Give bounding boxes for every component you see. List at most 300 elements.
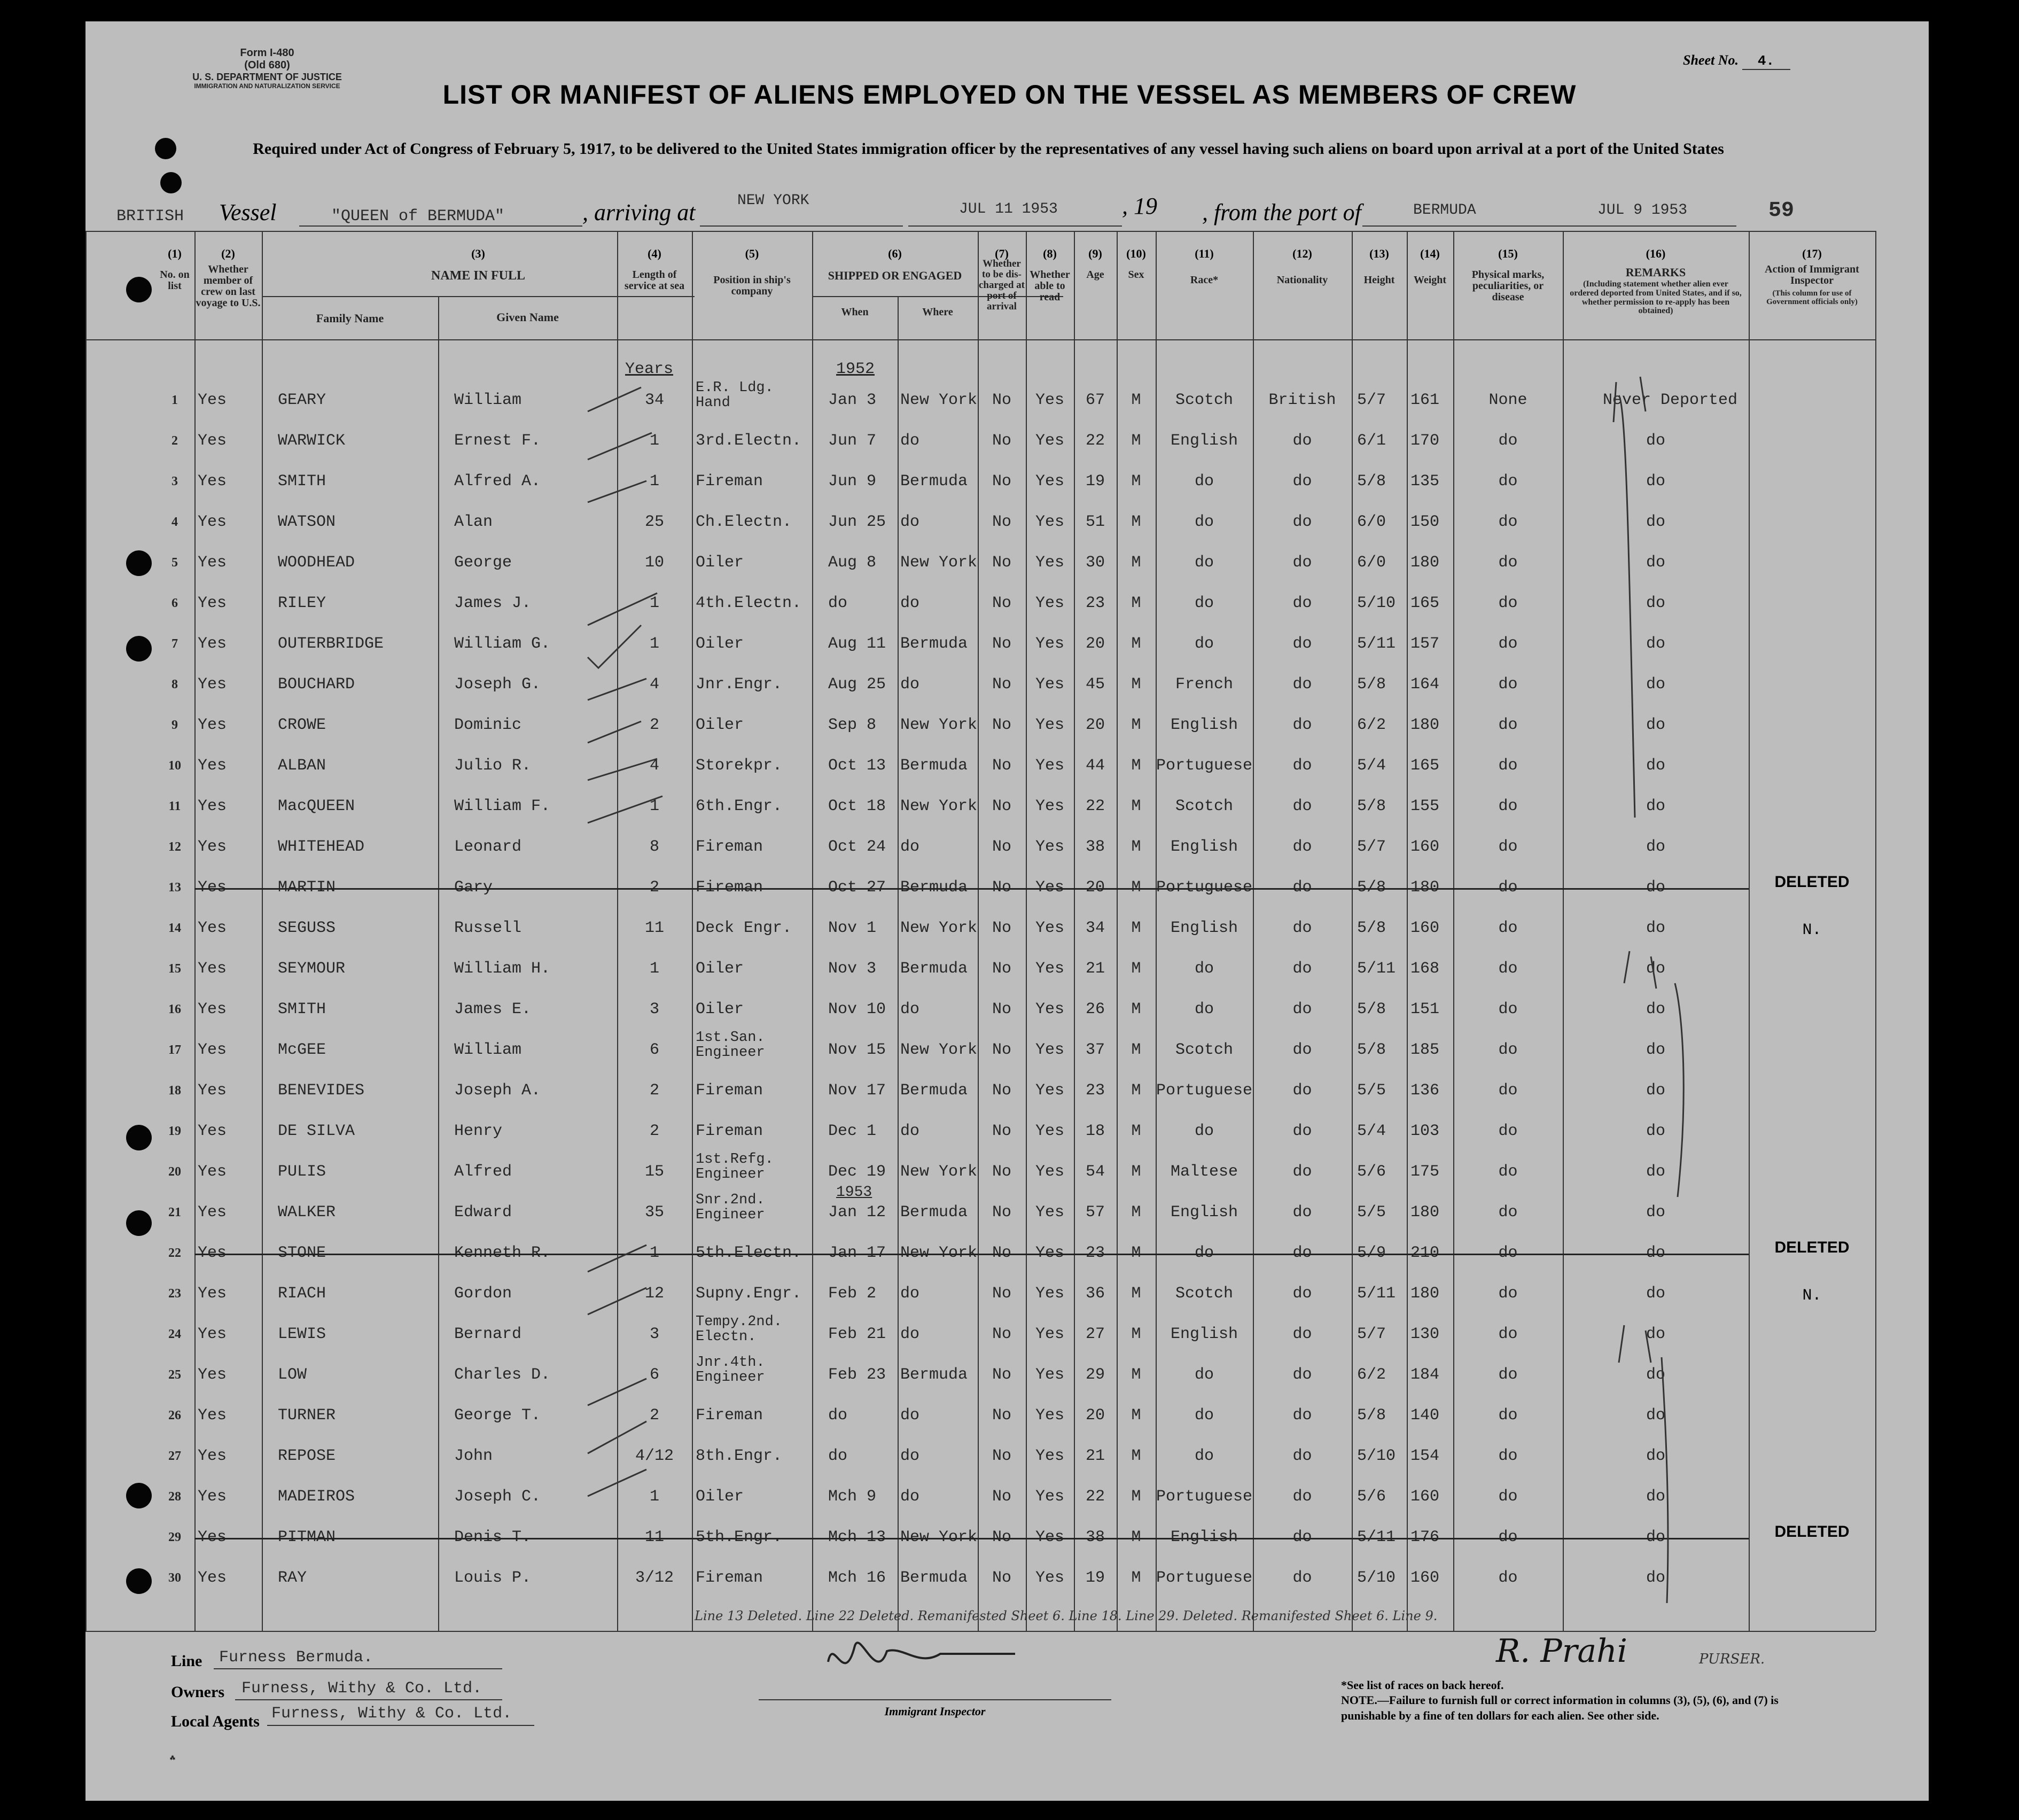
purser-signature: R. Prahi <box>1496 1632 1627 1670</box>
cell-remarks: do <box>1646 1528 1665 1546</box>
cell-marks: do <box>1498 1082 1518 1100</box>
cell-where: do <box>900 838 920 856</box>
cell-weight: 160 <box>1410 1569 1440 1587</box>
arriving-port: NEW YORK <box>737 192 809 209</box>
cell-service: 2 <box>649 1122 659 1140</box>
cell-marks: do <box>1498 716 1518 734</box>
cell-no: 3 <box>172 475 178 488</box>
cell-position: Ch.Electn. <box>696 513 792 531</box>
cell-age: 18 <box>1085 1122 1105 1140</box>
cell-given: Gordon <box>454 1285 512 1303</box>
name-header-divider <box>262 296 695 297</box>
cell-where: New York <box>900 797 978 815</box>
cell-marks: do <box>1498 1569 1518 1587</box>
cell-given: Charles D. <box>454 1366 551 1384</box>
cell-weight: 175 <box>1410 1163 1440 1181</box>
cell-nationality: do <box>1292 1041 1312 1059</box>
cell-service: 3/12 <box>635 1569 674 1587</box>
cell-weight: 168 <box>1410 960 1440 978</box>
col-header-no: No. on list <box>160 269 190 292</box>
cell-race: do <box>1194 594 1214 612</box>
cell-position: Oiler <box>696 960 744 978</box>
page-number: 59 <box>1768 199 1795 223</box>
cell-weight: 170 <box>1410 432 1440 450</box>
cell-age: 23 <box>1085 1082 1105 1100</box>
cell-crew: Yes <box>198 1082 227 1100</box>
cell-position: Oiler <box>696 1488 744 1506</box>
cell-height: 6/0 <box>1357 554 1386 572</box>
cell-discharged: No <box>992 432 1011 450</box>
cell-weight: 164 <box>1410 675 1440 694</box>
cell-position-line2: Engineer <box>696 1166 765 1183</box>
cell-crew: Yes <box>198 472 227 491</box>
cell-no: 29 <box>168 1530 181 1544</box>
cell-service: 4 <box>649 757 659 775</box>
arrival-underline <box>908 225 1122 227</box>
cell-position: Jnr.Engr. <box>696 675 783 694</box>
cell-when: Nov 17 <box>828 1082 886 1100</box>
cell-sex: M <box>1131 675 1141 694</box>
cell-age: 21 <box>1085 960 1105 978</box>
col-header-nationality: Nationality <box>1276 274 1328 286</box>
cell-no: 6 <box>172 596 178 610</box>
cell-when: Jun 9 <box>828 472 877 491</box>
cell-race: Portuguese <box>1156 757 1253 775</box>
cell-marks: do <box>1498 472 1518 491</box>
cell-crew: Yes <box>198 1569 227 1587</box>
col-header-where: Where <box>922 306 953 318</box>
col-header-remarks-note: (Including statement whether alien ever ordered deported from United States, and if so, whether permission to re-apply has been obtained) <box>1570 279 1742 316</box>
cell-marks: do <box>1498 878 1518 897</box>
cell-no: 5 <box>172 556 178 570</box>
cell-given: John <box>454 1447 493 1465</box>
cell-when: Aug 11 <box>828 635 886 653</box>
cell-when: Aug 25 <box>828 675 886 694</box>
col-num: (13) <box>1369 247 1389 260</box>
cell-nationality: do <box>1292 513 1312 531</box>
page-subtitle: Required under Act of Congress of February 5, 1917, to be delivered to the United States immigration officer by the representatives of any vessel having such aliens on board upon arrival at a port of the United States <box>253 140 1724 158</box>
cell-where: do <box>900 1285 920 1303</box>
cell-family: CROWE <box>278 716 326 734</box>
cell-height: 5/10 <box>1357 1447 1396 1465</box>
cell-discharged: No <box>992 1325 1011 1343</box>
cell-height: 5/8 <box>1357 1000 1386 1018</box>
cell-where: Bermuda <box>900 878 968 897</box>
cell-when: do <box>828 1447 848 1465</box>
cell-where: Bermuda <box>900 1569 968 1587</box>
cell-service: 2 <box>649 716 659 734</box>
cell-age: 67 <box>1085 391 1105 409</box>
cell-when: Dec 19 <box>828 1163 886 1181</box>
cell-weight: 180 <box>1410 716 1440 734</box>
cell-read: Yes <box>1035 1447 1064 1465</box>
cell-when: Oct 27 <box>828 878 886 897</box>
cell-when: Mch 16 <box>828 1569 886 1587</box>
cell-position: Fireman <box>696 1082 763 1100</box>
cell-sex: M <box>1131 1528 1141 1546</box>
cell-race: Portuguese <box>1156 1488 1253 1506</box>
cell-age: 34 <box>1085 919 1105 937</box>
cell-given: William <box>454 1041 522 1059</box>
cell-family: MacQUEEN <box>278 797 355 815</box>
cell-where: Bermuda <box>900 1082 968 1100</box>
col-border <box>1875 231 1876 1631</box>
cell-position: Fireman <box>696 472 763 491</box>
cell-read: Yes <box>1035 797 1064 815</box>
col-header-race: Race* <box>1190 274 1219 286</box>
cell-family: LEWIS <box>278 1325 326 1343</box>
cell-nationality: do <box>1292 1203 1312 1222</box>
cell-marks: do <box>1498 675 1518 694</box>
cell-age: 26 <box>1085 1000 1105 1018</box>
cell-given: Joseph A. <box>454 1082 541 1100</box>
cell-age: 29 <box>1085 1366 1105 1384</box>
cell-family: PITMAN <box>278 1528 336 1546</box>
cell-remarks: do <box>1646 757 1665 775</box>
cell-family: SEGUSS <box>278 919 336 937</box>
cell-marks: do <box>1498 1122 1518 1140</box>
cell-where: New York <box>900 1528 978 1546</box>
col-header-action-note: (This column for use of Government officials only) <box>1766 289 1858 306</box>
col-border <box>812 231 813 1631</box>
cell-where: Bermuda <box>900 1203 968 1222</box>
cell-where: Bermuda <box>900 757 968 775</box>
cell-race: do <box>1194 960 1214 978</box>
cell-sex: M <box>1131 472 1141 491</box>
cell-service: 8 <box>649 838 659 856</box>
cell-family: GEARY <box>278 391 326 409</box>
cell-nationality: do <box>1292 1366 1312 1384</box>
year-1952-label: 1952 <box>836 360 875 378</box>
cell-sex: M <box>1131 1285 1141 1303</box>
cell-no: 18 <box>168 1084 181 1098</box>
cell-nationality: do <box>1292 1244 1312 1262</box>
cell-family: WHITEHEAD <box>278 838 365 856</box>
arrival-date: JUL 11 1953 <box>959 201 1058 217</box>
cell-crew: Yes <box>198 432 227 450</box>
cell-sex: M <box>1131 1122 1141 1140</box>
cell-weight: 184 <box>1410 1366 1440 1384</box>
deleted-strike-line <box>194 888 1749 890</box>
cell-weight: 210 <box>1410 1244 1440 1262</box>
cell-given: Gary <box>454 878 493 897</box>
cell-race: do <box>1194 472 1214 491</box>
cell-sex: M <box>1131 391 1141 409</box>
cell-sex: M <box>1131 1366 1141 1384</box>
cell-age: 38 <box>1085 1528 1105 1546</box>
line-value: Furness Bermuda. <box>219 1648 373 1667</box>
col-num: (9) <box>1088 247 1102 260</box>
cell-remarks: do <box>1646 1122 1665 1140</box>
inspector-line <box>759 1699 1111 1700</box>
cell-marks: do <box>1498 838 1518 856</box>
vessel-underline <box>299 225 582 227</box>
cell-service: 15 <box>644 1163 664 1181</box>
cell-where: do <box>900 594 920 612</box>
cell-given: William F. <box>454 797 551 815</box>
cell-height: 5/8 <box>1357 1406 1386 1425</box>
cell-age: 38 <box>1085 838 1105 856</box>
printer-mark: ⁂ <box>170 1755 175 1761</box>
cell-sex: M <box>1131 1041 1141 1059</box>
inspector-label: Immigrant Inspector <box>884 1705 986 1718</box>
cell-when: Jan 3 <box>828 391 877 409</box>
cell-where: New York <box>900 919 978 937</box>
cell-when: Jun 25 <box>828 513 886 531</box>
cell-weight: 150 <box>1410 513 1440 531</box>
cell-read: Yes <box>1035 391 1064 409</box>
col-header-given: Given Name <box>496 310 559 324</box>
header-bottom-border <box>85 339 1875 340</box>
cell-height: 5/5 <box>1357 1203 1386 1222</box>
cell-read: Yes <box>1035 554 1064 572</box>
cell-height: 5/8 <box>1357 675 1386 694</box>
cell-weight: 165 <box>1410 594 1440 612</box>
cell-discharged: No <box>992 1488 1011 1506</box>
cell-marks: None <box>1488 391 1527 409</box>
cell-age: 19 <box>1085 1569 1105 1587</box>
cell-age: 20 <box>1085 716 1105 734</box>
cell-marks: do <box>1498 1285 1518 1303</box>
vessel-nationality: BRITISH <box>116 207 184 225</box>
cell-read: Yes <box>1035 675 1064 694</box>
cell-nationality: do <box>1292 919 1312 937</box>
vessel-name: "QUEEN of BERMUDA" <box>331 207 505 225</box>
cell-remarks: do <box>1646 1041 1665 1059</box>
cell-position: Deck Engr. <box>696 919 792 937</box>
cell-marks: do <box>1498 1163 1518 1181</box>
cell-height: 5/8 <box>1357 472 1386 491</box>
cell-service: 12 <box>644 1285 664 1303</box>
cell-read: Yes <box>1035 1569 1064 1587</box>
cell-given: Denis T. <box>454 1528 532 1546</box>
cell-action: N. <box>1802 921 1822 939</box>
cell-height: 5/8 <box>1357 1041 1386 1059</box>
cell-age: 21 <box>1085 1447 1105 1465</box>
cell-position: Jnr.4th. <box>696 1355 765 1371</box>
cell-weight: 180 <box>1410 1203 1440 1222</box>
col-header-remarks: REMARKS <box>1625 266 1686 279</box>
cell-read: Yes <box>1035 838 1064 856</box>
cell-race: do <box>1194 1406 1214 1425</box>
cell-read: Yes <box>1035 1163 1064 1181</box>
cell-discharged: No <box>992 635 1011 653</box>
cell-race: Scotch <box>1175 1285 1234 1303</box>
departure-date: JUL 9 1953 <box>1597 202 1688 219</box>
from-label: , from the port of <box>1202 199 1361 225</box>
cell-height: 5/7 <box>1357 1325 1386 1343</box>
col-num: (15) <box>1498 247 1518 260</box>
cell-remarks: Never Deported <box>1603 391 1738 409</box>
cell-family: McGEE <box>278 1041 326 1059</box>
deleted-strike-line <box>194 1254 1749 1255</box>
cell-weight: 151 <box>1410 1000 1440 1018</box>
cell-race: Portuguese <box>1156 1082 1253 1100</box>
cell-sex: M <box>1131 594 1141 612</box>
col-num: (7) <box>995 247 1009 260</box>
cell-race: French <box>1175 675 1234 694</box>
cell-action: N. <box>1802 1287 1822 1305</box>
cell-height: 5/11 <box>1357 635 1396 653</box>
cell-read: Yes <box>1035 1406 1064 1425</box>
cell-position: Oiler <box>696 716 744 734</box>
cell-race: do <box>1194 635 1214 653</box>
cell-age: 20 <box>1085 635 1105 653</box>
cell-nationality: do <box>1292 1569 1312 1587</box>
cell-nationality: do <box>1292 1488 1312 1506</box>
cell-weight: 160 <box>1410 838 1440 856</box>
cell-nationality: do <box>1292 960 1312 978</box>
cell-age: 19 <box>1085 472 1105 491</box>
cell-crew: Yes <box>198 1447 227 1465</box>
line-label: Line <box>171 1652 202 1670</box>
cell-race: do <box>1194 1447 1214 1465</box>
cell-sex: M <box>1131 1569 1141 1587</box>
cell-marks: do <box>1498 960 1518 978</box>
cell-no: 11 <box>168 799 181 813</box>
cell-read: Yes <box>1035 878 1064 897</box>
col-num: (10) <box>1126 247 1146 260</box>
cell-race: Portuguese <box>1156 878 1253 897</box>
cell-discharged: No <box>992 1406 1011 1425</box>
cell-read: Yes <box>1035 472 1064 491</box>
cell-family: SMITH <box>278 1000 326 1018</box>
cell-sex: M <box>1131 1406 1141 1425</box>
cell-no: 13 <box>168 881 181 895</box>
cell-read: Yes <box>1035 1528 1064 1546</box>
cell-crew: Yes <box>198 1000 227 1018</box>
cell-age: 22 <box>1085 432 1105 450</box>
cell-action: DELETED <box>1774 1523 1850 1541</box>
cell-marks: do <box>1498 1244 1518 1262</box>
cell-crew: Yes <box>198 675 227 694</box>
col-header-discharged: Whether to be dis-charged at port of arrival <box>979 258 1025 312</box>
cell-position: Fireman <box>696 1406 763 1425</box>
cell-when: Jan 17 <box>828 1244 886 1262</box>
cell-weight: 157 <box>1410 635 1440 653</box>
page-title: LIST OR MANIFEST OF ALIENS EMPLOYED ON THE VESSEL AS MEMBERS OF CREW <box>442 80 1577 110</box>
cell-weight: 154 <box>1410 1447 1440 1465</box>
year-label: , 19 <box>1122 193 1157 219</box>
cell-sex: M <box>1131 960 1141 978</box>
cell-where: do <box>900 513 920 531</box>
cell-no: 24 <box>168 1327 181 1341</box>
cell-nationality: do <box>1292 1406 1312 1425</box>
cell-sex: M <box>1131 432 1141 450</box>
cell-when: do <box>828 594 848 612</box>
cell-where: do <box>900 675 920 694</box>
col-header-weight: Weight <box>1413 274 1447 286</box>
cell-marks: do <box>1498 1041 1518 1059</box>
cell-read: Yes <box>1035 1488 1064 1506</box>
table-top-border <box>85 231 1875 232</box>
cell-sex: M <box>1131 919 1141 937</box>
cell-no: 20 <box>168 1165 181 1179</box>
cell-given: Bernard <box>454 1325 522 1343</box>
cell-nationality: do <box>1292 472 1312 491</box>
cell-family: MARTIN <box>278 878 336 897</box>
cell-position: Oiler <box>696 1000 744 1018</box>
cell-remarks: do <box>1646 1366 1665 1384</box>
cell-position: Supny.Engr. <box>696 1285 802 1303</box>
cell-height: 5/6 <box>1357 1488 1386 1506</box>
cell-position: 5th.Electn. <box>696 1244 802 1262</box>
arriving-underline <box>700 225 903 227</box>
col-header-sex: Sex <box>1128 269 1144 281</box>
cell-when: Mch 13 <box>828 1528 886 1546</box>
cell-sex: M <box>1131 1000 1141 1018</box>
cell-read: Yes <box>1035 960 1064 978</box>
cell-race: English <box>1170 716 1238 734</box>
cell-discharged: No <box>992 1528 1011 1546</box>
cell-race: do <box>1194 1244 1214 1262</box>
cell-crew: Yes <box>198 919 227 937</box>
cell-read: Yes <box>1035 1366 1064 1384</box>
cell-discharged: No <box>992 1163 1011 1181</box>
cell-nationality: do <box>1292 1122 1312 1140</box>
cell-age: 22 <box>1085 797 1105 815</box>
cell-crew: Yes <box>198 716 227 734</box>
cell-service: 11 <box>644 1528 664 1546</box>
cell-discharged: No <box>992 391 1011 409</box>
col-border <box>1352 231 1353 1631</box>
cell-discharged: No <box>992 1569 1011 1587</box>
cell-service: 35 <box>644 1203 664 1222</box>
cell-marks: do <box>1498 432 1518 450</box>
col-border <box>85 231 87 1631</box>
cell-crew: Yes <box>198 757 227 775</box>
cell-nationality: do <box>1292 635 1312 653</box>
cell-nationality: do <box>1292 594 1312 612</box>
col-num: (8) <box>1043 247 1057 260</box>
cell-position: 1st.Refg. <box>696 1152 774 1168</box>
cell-age: 36 <box>1085 1285 1105 1303</box>
cell-discharged: No <box>992 1122 1011 1140</box>
cell-remarks: do <box>1646 716 1665 734</box>
col-num: (16) <box>1646 247 1666 260</box>
cell-discharged: No <box>992 1366 1011 1384</box>
cell-where: do <box>900 1488 920 1506</box>
cell-sex: M <box>1131 797 1141 815</box>
cell-remarks: do <box>1646 432 1665 450</box>
cell-position: Fireman <box>696 878 763 897</box>
cell-family: SMITH <box>278 472 326 491</box>
cell-nationality: do <box>1292 1447 1312 1465</box>
cell-height: 6/1 <box>1357 432 1386 450</box>
cell-action: DELETED <box>1774 873 1850 891</box>
cell-position: Storekpr. <box>696 757 783 775</box>
cell-remarks: do <box>1646 797 1665 815</box>
cell-where: do <box>900 1000 920 1018</box>
cell-sex: M <box>1131 1488 1141 1506</box>
races-note: *See list of races on back hereof. <box>1341 1678 1504 1692</box>
cell-race: Maltese <box>1170 1163 1238 1181</box>
cell-read: Yes <box>1035 1285 1064 1303</box>
cell-position: Fireman <box>696 838 763 856</box>
cell-where: Bermuda <box>900 960 968 978</box>
cell-read: Yes <box>1035 1041 1064 1059</box>
cell-weight: 160 <box>1410 919 1440 937</box>
cell-race: Scotch <box>1175 391 1234 409</box>
col-border <box>692 231 693 1631</box>
col-num: (1) <box>168 247 182 260</box>
cell-age: 44 <box>1085 757 1105 775</box>
cell-family: RIACH <box>278 1285 326 1303</box>
cell-marks: do <box>1498 554 1518 572</box>
cell-race: do <box>1194 513 1214 531</box>
cell-age: 54 <box>1085 1163 1105 1181</box>
cell-position: Oiler <box>696 635 744 653</box>
